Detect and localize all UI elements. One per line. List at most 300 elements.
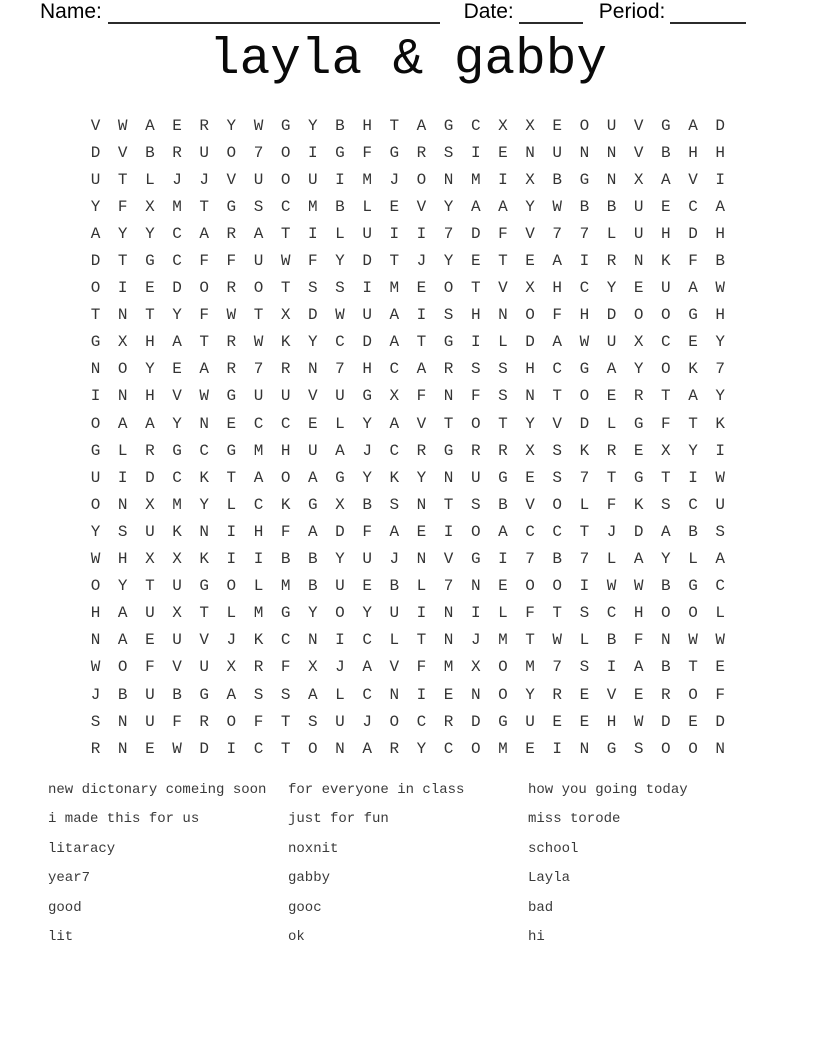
- grid-cell: I: [715, 170, 725, 189]
- grid-cell: O: [470, 522, 481, 541]
- grid-cell: O: [470, 739, 481, 758]
- grid-cell: S: [90, 712, 101, 731]
- grid-cell: V: [416, 197, 427, 216]
- grid-cell: G: [661, 116, 671, 135]
- grid-cell: O: [90, 495, 101, 514]
- grid-cell: B: [362, 495, 372, 514]
- grid-cell: G: [443, 441, 454, 460]
- grid-cell: O: [226, 143, 237, 162]
- grid-cell: M: [253, 441, 264, 460]
- grid-cell: B: [172, 685, 182, 704]
- grid-cell: E: [308, 414, 318, 433]
- grid-cell: C: [172, 224, 182, 243]
- grid-cell: C: [579, 279, 590, 298]
- grid-cell: J: [226, 631, 237, 650]
- grid-cell: L: [606, 550, 617, 569]
- grid-cell: R: [606, 252, 617, 271]
- grid-cell: F: [661, 414, 671, 433]
- worksheet-header: [40, 0, 746, 24]
- grid-cell: X: [525, 441, 535, 460]
- grid-cell: T: [443, 495, 454, 514]
- grid-cell: O: [688, 739, 698, 758]
- grid-cell: N: [633, 252, 644, 271]
- grid-cell: M: [498, 739, 508, 758]
- grid-cell: G: [335, 468, 345, 487]
- grid-cell: D: [90, 252, 101, 271]
- grid-cell: S: [443, 306, 454, 325]
- grid-cell: X: [470, 658, 481, 677]
- grid-cell: Y: [199, 495, 209, 514]
- grid-cell: V: [308, 387, 318, 406]
- grid-cell: I: [416, 306, 427, 325]
- grid-cell: E: [226, 414, 237, 433]
- grid-cell: I: [117, 468, 128, 487]
- grid-cell: U: [362, 550, 372, 569]
- grid-cell: L: [226, 604, 237, 623]
- grid-cell: O: [688, 685, 698, 704]
- grid-cell: 7: [525, 550, 535, 569]
- grid-cell: A: [633, 550, 644, 569]
- grid-cell: G: [633, 468, 644, 487]
- grid-cell: G: [498, 468, 508, 487]
- grid-cell: E: [606, 387, 617, 406]
- grid-cell: T: [280, 712, 291, 731]
- grid-cell: V: [172, 658, 182, 677]
- grid-cell: X: [498, 116, 508, 135]
- grid-cell: W: [253, 116, 264, 135]
- grid-cell: K: [633, 495, 644, 514]
- grid-cell: T: [416, 631, 427, 650]
- grid-cell: C: [253, 414, 264, 433]
- grid-cell: N: [416, 495, 427, 514]
- grid-cell: L: [498, 333, 508, 352]
- grid-cell: R: [416, 441, 427, 460]
- grid-cell: B: [661, 658, 671, 677]
- grid-cell: H: [715, 143, 725, 162]
- date-label: Date:: [463, 0, 514, 23]
- grid-cell: O: [117, 658, 128, 677]
- grid-cell: S: [443, 143, 454, 162]
- grid-cell: V: [525, 224, 535, 243]
- grid-cell: U: [335, 387, 345, 406]
- grid-cell: B: [308, 550, 318, 569]
- grid-cell: A: [117, 631, 128, 650]
- grid-cell: E: [145, 739, 155, 758]
- grid-cell: D: [199, 739, 209, 758]
- grid-cell: E: [498, 577, 508, 596]
- grid-cell: D: [308, 306, 318, 325]
- grid-cell: F: [688, 252, 698, 271]
- grid-cell: A: [498, 197, 508, 216]
- grid-cell: F: [362, 143, 372, 162]
- grid-cell: N: [579, 143, 590, 162]
- grid-cell: E: [145, 279, 155, 298]
- grid-cell: C: [715, 577, 725, 596]
- grid-cell: S: [552, 441, 563, 460]
- grid-cell: T: [117, 252, 128, 271]
- grid-cell: X: [226, 658, 237, 677]
- word-list-item: noxnit: [288, 840, 339, 857]
- grid-cell: G: [335, 143, 345, 162]
- grid-cell: H: [688, 143, 698, 162]
- grid-cell: A: [688, 279, 698, 298]
- grid-cell: D: [715, 712, 725, 731]
- grid-cell: L: [145, 170, 155, 189]
- grid-cell: F: [308, 252, 318, 271]
- grid-cell: 7: [579, 550, 590, 569]
- grid-cell: S: [470, 495, 481, 514]
- grid-cell: I: [470, 143, 481, 162]
- grid-cell: Y: [416, 739, 427, 758]
- grid-cell: D: [525, 333, 535, 352]
- grid-cell: A: [145, 116, 155, 135]
- grid-cell: I: [443, 522, 454, 541]
- grid-cell: D: [633, 522, 644, 541]
- grid-cell: T: [661, 468, 671, 487]
- grid-cell: L: [335, 414, 345, 433]
- grid-cell: V: [90, 116, 101, 135]
- grid-cell: M: [470, 170, 481, 189]
- grid-cell: A: [470, 197, 481, 216]
- grid-cell: W: [335, 306, 345, 325]
- grid-cell: S: [335, 279, 345, 298]
- grid-cell: E: [633, 441, 644, 460]
- grid-cell: N: [117, 306, 128, 325]
- grid-cell: F: [253, 712, 264, 731]
- grid-cell: T: [498, 414, 508, 433]
- grid-cell: C: [172, 252, 182, 271]
- grid-cell: J: [389, 170, 400, 189]
- grid-cell: C: [335, 333, 345, 352]
- grid-cell: O: [117, 360, 128, 379]
- grid-cell: A: [389, 306, 400, 325]
- grid-cell: U: [308, 170, 318, 189]
- grid-cell: R: [633, 387, 644, 406]
- grid-cell: H: [280, 441, 291, 460]
- grid-cell: C: [389, 360, 400, 379]
- grid-cell: H: [253, 522, 264, 541]
- grid-cell: S: [715, 522, 725, 541]
- grid-cell: J: [606, 522, 617, 541]
- grid-cell: C: [280, 197, 291, 216]
- grid-cell: R: [253, 658, 264, 677]
- grid-cell: A: [308, 468, 318, 487]
- grid-cell: N: [443, 170, 454, 189]
- grid-cell: L: [498, 604, 508, 623]
- grid-cell: O: [579, 116, 590, 135]
- grid-cell: N: [335, 739, 345, 758]
- grid-cell: T: [280, 279, 291, 298]
- grid-cell: A: [199, 360, 209, 379]
- word-list-item: i made this for us: [48, 811, 200, 828]
- grid-cell: S: [470, 360, 481, 379]
- grid-cell: I: [117, 279, 128, 298]
- grid-cell: X: [145, 197, 155, 216]
- grid-cell: H: [661, 224, 671, 243]
- grid-cell: X: [389, 387, 400, 406]
- grid-cell: M: [172, 197, 182, 216]
- grid-cell: K: [172, 522, 182, 541]
- grid-cell: I: [90, 387, 101, 406]
- grid-cell: E: [416, 522, 427, 541]
- grid-cell: D: [470, 712, 481, 731]
- grid-cell: H: [362, 116, 372, 135]
- word-list-item: just for fun: [288, 811, 389, 828]
- grid-cell: N: [117, 739, 128, 758]
- grid-cell: F: [117, 197, 128, 216]
- grid-cell: A: [199, 224, 209, 243]
- grid-cell: H: [525, 360, 535, 379]
- grid-cell: Y: [90, 197, 101, 216]
- grid-cell: W: [633, 712, 644, 731]
- grid-cell: L: [606, 224, 617, 243]
- grid-cell: I: [335, 631, 345, 650]
- grid-cell: R: [416, 143, 427, 162]
- grid-cell: T: [498, 252, 508, 271]
- word-list-column: [48, 776, 288, 952]
- grid-cell: 7: [579, 468, 590, 487]
- grid-cell: A: [552, 333, 563, 352]
- grid-cell: V: [226, 170, 237, 189]
- grid-cell: C: [688, 197, 698, 216]
- grid-cell: E: [688, 712, 698, 731]
- word-list-column: [528, 776, 768, 952]
- grid-cell: I: [606, 658, 617, 677]
- grid-cell: Y: [715, 333, 725, 352]
- grid-cell: F: [172, 712, 182, 731]
- grid-cell: W: [172, 739, 182, 758]
- grid-cell: A: [416, 360, 427, 379]
- grid-cell: U: [145, 522, 155, 541]
- grid-cell: M: [362, 170, 372, 189]
- grid-cell: O: [525, 577, 535, 596]
- word-list-item: miss torode: [528, 811, 621, 828]
- grid-cell: T: [280, 739, 291, 758]
- grid-cell: X: [525, 116, 535, 135]
- grid-cell: I: [579, 252, 590, 271]
- grid-cell: L: [579, 631, 590, 650]
- grid-cell: V: [172, 387, 182, 406]
- word-list-item: year7: [48, 870, 91, 887]
- grid-cell: Y: [335, 252, 345, 271]
- grid-cell: T: [579, 522, 590, 541]
- grid-cell: Y: [308, 116, 318, 135]
- grid-cell: O: [416, 170, 427, 189]
- grid-cell: W: [552, 631, 563, 650]
- grid-cell: 7: [253, 360, 264, 379]
- grid-cell: D: [145, 468, 155, 487]
- grid-cell: S: [253, 197, 264, 216]
- grid-cell: C: [525, 522, 535, 541]
- grid-cell: G: [688, 306, 698, 325]
- grid-cell: B: [117, 685, 128, 704]
- grid-cell: Y: [525, 414, 535, 433]
- grid-cell: T: [389, 116, 400, 135]
- grid-cell: U: [172, 631, 182, 650]
- grid-cell: L: [389, 631, 400, 650]
- grid-cell: B: [308, 577, 318, 596]
- grid-cell: H: [606, 712, 617, 731]
- grid-cell: O: [90, 414, 101, 433]
- grid-cell: U: [389, 604, 400, 623]
- grid-cell: B: [606, 631, 617, 650]
- grid-cell: G: [199, 685, 209, 704]
- grid-cell: R: [172, 143, 182, 162]
- grid-cell: J: [335, 658, 345, 677]
- grid-cell: T: [199, 604, 209, 623]
- grid-cell: W: [715, 631, 725, 650]
- grid-cell: K: [661, 252, 671, 271]
- grid-cell: T: [443, 414, 454, 433]
- grid-cell: L: [226, 495, 237, 514]
- grid-cell: B: [579, 197, 590, 216]
- grid-cell: Y: [335, 550, 345, 569]
- grid-cell: U: [199, 143, 209, 162]
- grid-cell: O: [688, 604, 698, 623]
- grid-cell: X: [145, 495, 155, 514]
- grid-cell: F: [498, 224, 508, 243]
- grid-cell: Y: [633, 360, 644, 379]
- grid-cell: Y: [226, 116, 237, 135]
- grid-cell: S: [498, 360, 508, 379]
- grid-cell: O: [579, 387, 590, 406]
- grid-cell: T: [145, 306, 155, 325]
- grid-cell: W: [633, 577, 644, 596]
- grid-cell: R: [199, 116, 209, 135]
- grid-cell: V: [633, 116, 644, 135]
- grid-cell: R: [606, 441, 617, 460]
- grid-cell: F: [416, 658, 427, 677]
- grid-cell: T: [688, 414, 698, 433]
- word-list-item: for everyone in class: [288, 782, 465, 798]
- grid-cell: U: [253, 170, 264, 189]
- grid-cell: T: [253, 306, 264, 325]
- period-label: Period:: [598, 0, 666, 23]
- grid-cell: K: [280, 333, 291, 352]
- grid-cell: R: [226, 333, 237, 352]
- grid-cell: W: [579, 333, 590, 352]
- word-list-item: ok: [288, 928, 305, 945]
- grid-cell: E: [579, 685, 590, 704]
- grid-cell: K: [280, 495, 291, 514]
- grid-cell: U: [308, 441, 318, 460]
- grid-cell: U: [715, 495, 725, 514]
- grid-cell: B: [552, 170, 563, 189]
- grid-cell: N: [199, 414, 209, 433]
- grid-cell: M: [172, 495, 182, 514]
- grid-cell: K: [579, 441, 590, 460]
- grid-cell: A: [416, 116, 427, 135]
- grid-cell: E: [416, 279, 427, 298]
- grid-cell: O: [552, 495, 563, 514]
- grid-cell: N: [90, 631, 101, 650]
- grid-cell: J: [470, 631, 481, 650]
- grid-cell: B: [661, 143, 671, 162]
- word-list-item: school: [528, 840, 579, 857]
- grid-cell: V: [498, 279, 508, 298]
- word-list-item: litaracy: [48, 840, 116, 857]
- word-list-item: gabby: [288, 870, 331, 887]
- grid-cell: E: [552, 116, 563, 135]
- word-list-item: Layla: [528, 870, 571, 887]
- grid-cell: M: [525, 658, 535, 677]
- grid-cell: E: [579, 712, 590, 731]
- grid-cell: O: [280, 468, 291, 487]
- grid-cell: I: [362, 279, 372, 298]
- grid-cell: C: [362, 631, 372, 650]
- grid-cell: B: [280, 550, 291, 569]
- grid-cell: U: [470, 468, 481, 487]
- grid-cell: W: [199, 387, 209, 406]
- grid-cell: A: [117, 414, 128, 433]
- grid-cell: H: [90, 604, 101, 623]
- grid-cell: C: [470, 116, 481, 135]
- grid-cell: B: [145, 143, 155, 162]
- grid-cell: A: [606, 360, 617, 379]
- grid-cell: N: [470, 577, 481, 596]
- period-blank-line: [670, 1, 746, 24]
- grid-cell: C: [280, 631, 291, 650]
- grid-cell: T: [90, 306, 101, 325]
- grid-cell: A: [172, 333, 182, 352]
- grid-cell: R: [226, 224, 237, 243]
- grid-cell: D: [362, 252, 372, 271]
- grid-cell: G: [90, 333, 101, 352]
- grid-cell: G: [226, 197, 237, 216]
- grid-cell: S: [389, 495, 400, 514]
- grid-cell: S: [661, 495, 671, 514]
- grid-cell: R: [552, 685, 563, 704]
- grid-cell: A: [661, 522, 671, 541]
- grid-cell: V: [117, 143, 128, 162]
- grid-cell: U: [253, 252, 264, 271]
- grid-cell: G: [633, 414, 644, 433]
- grid-cell: N: [443, 631, 454, 650]
- grid-cell: O: [253, 279, 264, 298]
- grid-cell: I: [498, 170, 508, 189]
- grid-cell: O: [226, 577, 237, 596]
- grid-cell: X: [117, 333, 128, 352]
- grid-cell: 7: [253, 143, 264, 162]
- grid-cell: L: [117, 441, 128, 460]
- grid-cell: 7: [552, 224, 563, 243]
- grid-cell: R: [226, 279, 237, 298]
- grid-cell: X: [308, 658, 318, 677]
- grid-cell: Y: [606, 279, 617, 298]
- grid-cell: A: [117, 604, 128, 623]
- grid-cell: I: [308, 224, 318, 243]
- grid-cell: N: [525, 143, 535, 162]
- grid-cell: T: [199, 197, 209, 216]
- grid-cell: E: [389, 197, 400, 216]
- grid-cell: D: [172, 279, 182, 298]
- grid-cell: Y: [90, 522, 101, 541]
- grid-cell: Y: [172, 414, 182, 433]
- grid-cell: A: [715, 550, 725, 569]
- grid-cell: O: [226, 712, 237, 731]
- grid-cell: K: [715, 414, 725, 433]
- grid-cell: F: [226, 252, 237, 271]
- grid-cell: X: [525, 279, 535, 298]
- grid-cell: T: [145, 577, 155, 596]
- grid-cell: O: [335, 604, 345, 623]
- word-list-item: how you going today: [528, 782, 688, 798]
- grid-cell: V: [633, 143, 644, 162]
- grid-cell: 7: [715, 360, 725, 379]
- grid-cell: H: [552, 279, 563, 298]
- grid-cell: A: [715, 197, 725, 216]
- grid-cell: D: [661, 712, 671, 731]
